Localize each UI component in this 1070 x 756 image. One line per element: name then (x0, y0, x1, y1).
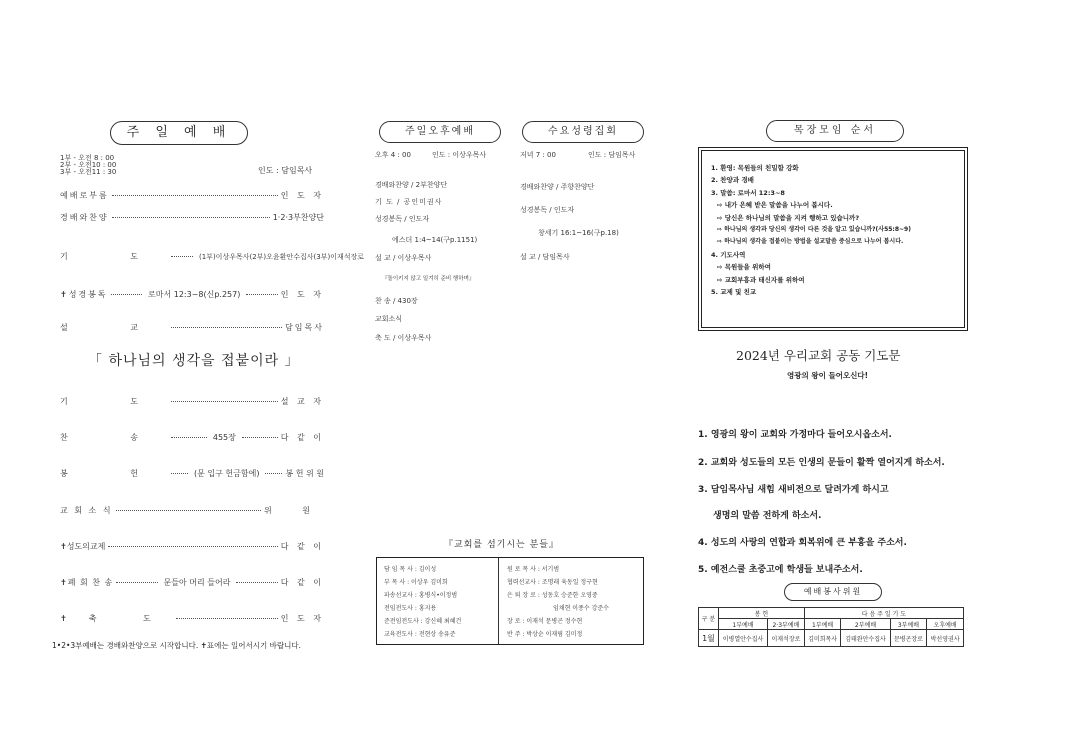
servants-box (376, 557, 644, 645)
order-row (60, 190, 324, 201)
servants-title: 『교회를 섬기시는 분들』 (444, 540, 559, 550)
order-mid: 로마서 12:3~8(신p.257) (148, 290, 241, 299)
servant-line: 파송선교사 : 홍병식•이정범 (384, 592, 458, 599)
cell-item: ⇨ 목원들을 위하여 (717, 263, 771, 272)
servant-line: 담 임 목 사 : 김이성 (384, 566, 437, 573)
afternoon-item: 경배와찬양 / 2부찬양단 (375, 181, 448, 189)
servant-line: 부 목 사 : 이상우 김미희 (384, 579, 448, 586)
order-right: 1·2·3부찬양단 (272, 213, 324, 222)
afternoon-item: 기 도 / 공인미권사 (375, 198, 443, 206)
table-row (699, 608, 964, 619)
prayer-item: 2. 교회와 성도들의 모든 인생의 문들이 활짝 열어지게 하소서. (698, 458, 945, 468)
prayer-subtitle: 영광의 왕이 들어오신다! (787, 371, 869, 380)
order-mid: 문들아 머리 들어라 (163, 578, 231, 587)
table-cell: 김미희목사 (804, 630, 841, 647)
cell-item: ⇨ 내가 은혜 받은 말씀을 나누어 봅시다. (717, 201, 833, 210)
order-label: ✝성경봉독 (60, 290, 108, 299)
servant-line: 반 주 : 박상순 이재림 김미정 (507, 631, 583, 638)
order-label: 봉 헌 (60, 469, 168, 478)
order-row (60, 322, 324, 333)
table-subheader: 2부예배 (841, 619, 890, 630)
order-label: 설 교 (60, 323, 168, 332)
order-right: 인 도 자 (280, 191, 324, 200)
table-cell: 1월 (699, 630, 719, 647)
afternoon-title: 주일오후예배 (379, 121, 501, 143)
servant-line: 준전임전도사 : 강신혜 최혜건 (384, 618, 462, 625)
table-subheader: 1부예배 (804, 619, 841, 630)
order-row (60, 541, 324, 552)
service-time-2: 2부 - 오전10 : 00 (60, 161, 117, 169)
servant-line: 협력선교사 : 조명래 육동일 정구현 (507, 579, 598, 586)
sunday-leader: 인도 : 담임목사 (258, 166, 313, 175)
afternoon-item: 『돌이키지 않고 일겨히 준비 행하며』 (382, 276, 475, 282)
sunday-footnote: 1•2•3부예배는 경배와찬양으로 시작합니다. ✝표에는 일어서시기 바랍니다. (52, 641, 301, 650)
order-row (60, 289, 324, 300)
table-cell: 이병열안수집사 (718, 630, 767, 647)
order-label: ✝축 도 (60, 614, 173, 623)
order-row (60, 251, 364, 262)
order-label: 찬 송 (60, 433, 168, 442)
cell-group-title: 목장모임 순서 (766, 120, 904, 142)
order-mid: 455장 (212, 433, 236, 442)
table-cell: 이재석장로 (768, 630, 805, 647)
afternoon-item: 교회소식 (375, 315, 403, 323)
order-right: 다 같 이 (280, 578, 325, 587)
order-row (60, 212, 324, 223)
order-label: 교 회 소 식 (60, 506, 113, 515)
servants-left (378, 558, 499, 644)
wednesday-item: 경배와찬양 / 주향찬양단 (520, 183, 595, 191)
servant-line: 장 로 : 이재석 문병곤 정수현 (507, 618, 583, 625)
sermon-title: 「 하나님의 생각을 접붙이라 」 (88, 353, 300, 369)
servant-line: 전임전도사 : 홍지용 (384, 605, 437, 612)
cell-group-list (711, 162, 911, 298)
order-right: 설 교 자 (280, 397, 324, 406)
order-mid: (문 입구 헌금함에) (194, 469, 260, 478)
cell-item: 5. 교제 및 친교 (711, 288, 757, 297)
afternoon-time: 오후 4 : 00 (375, 151, 411, 159)
cell-item: 3. 말씀: 로마서 12:3~8 (711, 188, 785, 197)
servant-line: 교육전도사 : 전현상 송유준 (384, 631, 456, 638)
wednesday-item: 설 교 / 담임목사 (520, 253, 570, 261)
table-subheader: 2·3부예배 (768, 619, 805, 630)
order-right: 인 도 자 (280, 614, 324, 623)
order-label: 예배로부름 (60, 191, 109, 200)
prayer-item: 4. 성도의 사랑의 연합과 회복위에 큰 부흥을 주소서. (698, 538, 907, 548)
wednesday-title: 수요성령집회 (522, 121, 644, 143)
servant-line: 은 퇴 장 로 : 성동호 승준한 오영중 (507, 592, 598, 599)
prayer-item: 3. 담임목사님 새힘 새비전으로 달려가게 하시고 (698, 485, 889, 495)
order-right: 인 도 자 (280, 290, 325, 299)
wednesday-item: 창세기 16:1~16(구p.18) (538, 229, 619, 237)
order-row (60, 432, 324, 443)
cell-item: ⇨ 하나님의 생각과 당신의 생각이 다른 것을 알고 있습니까?(사55:8~9) (717, 226, 911, 234)
afternoon-item: 축 도 / 이상우목사 (375, 334, 432, 342)
order-label: ✝폐 회 찬 송 (60, 578, 114, 587)
table-cell: 문병곤장로 (890, 630, 927, 647)
order-right: 다 같 이 (280, 433, 324, 442)
wednesday-time: 저녁 7 : 00 (520, 151, 556, 159)
order-label: 기 도 (60, 252, 168, 261)
service-times (60, 155, 116, 176)
afternoon-item: 성경봉독 / 인도자 (375, 215, 430, 223)
wednesday-item: 성경봉독 / 인도자 (520, 206, 575, 214)
prayer-item: 1. 영광의 왕이 교회와 가정마다 들어오시옵소서. (698, 430, 892, 440)
order-right: 다 같 이 (280, 542, 324, 551)
prayer-item: 5. 예전스쿨 초중고에 학생들 보내주소서. (698, 565, 863, 575)
order-label: 경배와찬양 (60, 213, 109, 222)
cell-item: ⇨ 하나님의 생각을 접붙이는 방법을 설교말씀 중심으로 나누어 봅시다. (717, 238, 904, 246)
order-row (60, 577, 324, 588)
cell-group-box (698, 147, 968, 331)
cell-item: 2. 찬양과 경배 (711, 176, 754, 185)
afternoon-item: 찬 송 / 430장 (375, 297, 418, 305)
order-mid: (1부)이상우목사(2부)오윤환안수집사(3부)이재석장로 (199, 252, 364, 261)
order-right: 위 원 (264, 506, 324, 515)
order-row (60, 505, 324, 516)
table-row (699, 630, 964, 647)
committee-title: 예배봉사위원 (784, 583, 882, 601)
service-time-1: 1부 - 오전 8 : 00 (60, 154, 115, 162)
cell-item: ⇨ 교회부흥과 태신자를 위하여 (717, 275, 805, 284)
prayer-item: 생명의 말씀 전하게 하소서. (713, 511, 822, 521)
cell-item: ⇨ 당신은 하나님의 말씀을 지켜 행하고 있습니까? (717, 213, 860, 222)
order-row (60, 468, 324, 479)
afternoon-item: 설 교 / 이상우목사 (375, 254, 432, 262)
cell-item: 1. 환영: 목원들의 친밀함 강화 (711, 164, 799, 172)
order-right: 봉 헌 위 원 (285, 469, 325, 478)
table-subheader: 오후예배 (927, 619, 964, 630)
order-right: 담임목사 (285, 323, 324, 332)
wednesday-leader: 인도 : 담임목사 (588, 151, 636, 159)
prayer-title: 2024년 우리교회 공동 기도문 (736, 348, 901, 363)
table-subheader: 1부예배 (718, 619, 767, 630)
committee-table (698, 607, 964, 647)
table-cell: 김태완안수집사 (841, 630, 890, 647)
table-header: 다 음 주 일 기 도 (804, 608, 963, 619)
servant-line: 임채현 이종수 강준수 (553, 605, 609, 612)
order-row (60, 396, 324, 407)
servant-line: 원 로 목 사 : 서기범 (507, 566, 560, 573)
service-time-3: 3부 - 오전11 : 30 (60, 168, 117, 176)
afternoon-item: 에스더 1:4~14(구p.1151) (392, 236, 478, 244)
afternoon-leader: 인도 : 이상우목사 (432, 151, 487, 159)
sunday-worship-title: 주 일 예 배 (110, 121, 248, 145)
order-row (60, 613, 324, 624)
order-label: 기 도 (60, 397, 168, 406)
table-row (699, 619, 964, 630)
cell-item: 4. 기도사역 (711, 250, 746, 259)
table-subheader: 3부예배 (890, 619, 927, 630)
table-cell: 박선영권사 (927, 630, 964, 647)
order-label: ✝성도의교제 (60, 542, 106, 551)
table-header: 구 분 (699, 608, 719, 630)
table-header: 봉 헌 (718, 608, 804, 619)
